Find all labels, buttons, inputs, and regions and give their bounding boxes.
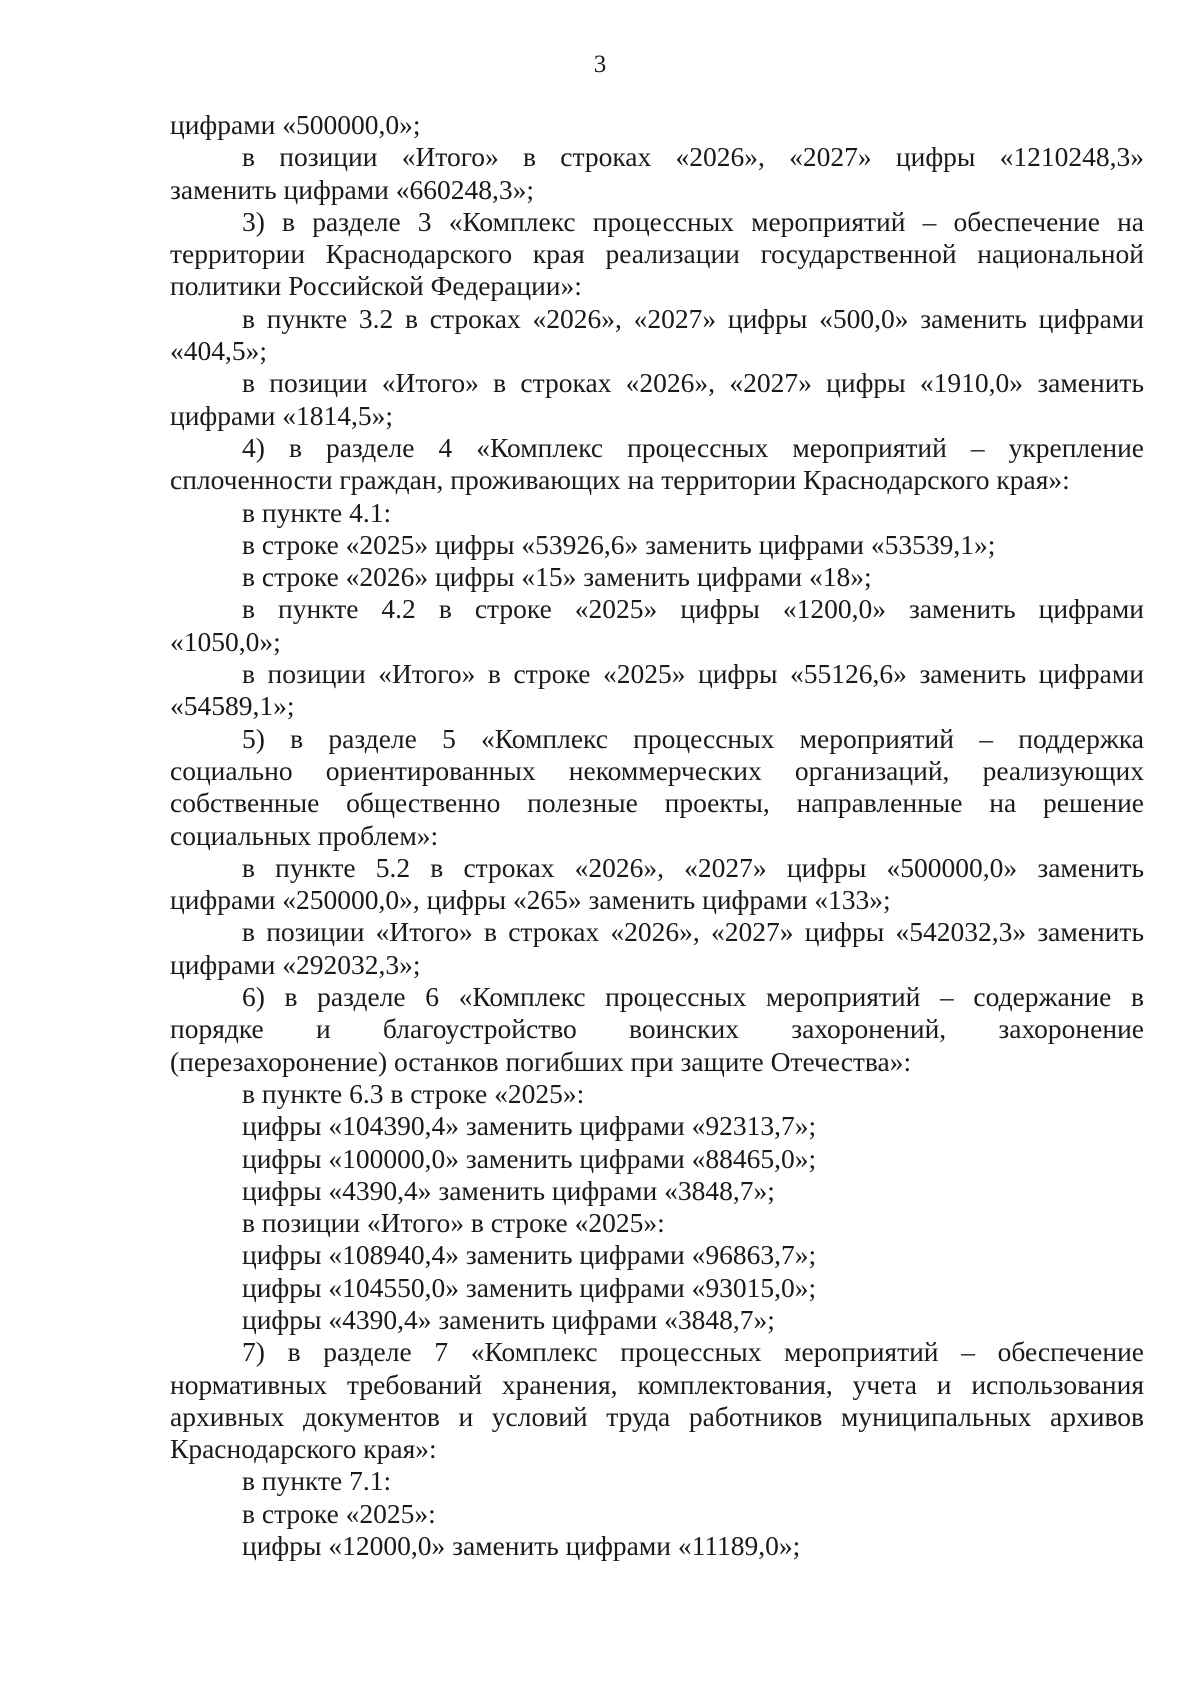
text-line: заменить цифрами «660248,3»;	[170, 173, 535, 205]
text-line: цифры «4390,4» заменить цифрами «3848,7»;	[242, 1174, 775, 1206]
text-line: собственные общественно полезные проекты, направленные на решение	[170, 787, 1144, 819]
text-line: политики Российской Федерации»:	[170, 270, 582, 302]
text-line: в пункте 5.2 в строках «2026», «2027» цифры «500000,0» заменить	[242, 851, 1144, 883]
text-line: в позиции «Итого» в строках «2026», «2027» цифры «542032,3» заменить	[242, 916, 1144, 948]
text-line: в строке «2026» цифры «15» заменить цифрами «18»;	[242, 561, 872, 593]
text-line: 7) в разделе 7 «Комплекс процессных мероприятий – обеспечение	[242, 1336, 1144, 1368]
page-number: 3	[593, 51, 607, 78]
text-line: цифры «108940,4» заменить цифрами «96863,7»;	[242, 1239, 817, 1271]
text-line: в позиции «Итого» в строке «2025»:	[242, 1207, 665, 1239]
text-line: территории Краснодарского края реализации государственной национальной	[170, 238, 1144, 270]
text-line: цифры «100000,0» заменить цифрами «88465,0»;	[242, 1142, 817, 1174]
document-body	[170, 109, 1144, 1562]
text-line: «404,5»;	[170, 335, 268, 367]
text-line: 6) в разделе 6 «Комплекс процессных мероприятий – содержание в	[242, 981, 1144, 1013]
text-line: «54589,1»;	[170, 690, 295, 722]
text-line: архивных документов и условий труда работников муниципальных архивов	[170, 1400, 1144, 1432]
text-line: (перезахоронение) останков погибших при защите Отечества»:	[170, 1045, 912, 1077]
text-line: цифры «12000,0» заменить цифрами «11189,0»;	[242, 1530, 801, 1562]
text-line: 3) в разделе 3 «Комплекс процессных мероприятий – обеспечение на	[242, 205, 1144, 237]
text-line: цифрами «292032,3»;	[170, 948, 421, 980]
text-line: нормативных требований хранения, комплектования, учета и использования	[170, 1368, 1144, 1400]
text-line: в строке «2025» цифры «53926,6» заменить цифрами «53539,1»;	[242, 528, 996, 560]
text-line: цифры «104390,4» заменить цифрами «92313,7»;	[242, 1110, 817, 1142]
text-line: 5) в разделе 5 «Комплекс процессных мероприятий – поддержка	[242, 722, 1144, 754]
text-line: порядке и благоустройство воинских захоронений, захоронение	[170, 1013, 1144, 1045]
text-line: в пункте 7.1:	[242, 1465, 392, 1497]
text-line: в пункте 4.1:	[242, 496, 392, 528]
text-line: социальных проблем»:	[170, 819, 439, 851]
text-line: в пункте 3.2 в строках «2026», «2027» цифры «500,0» заменить цифрами	[242, 302, 1144, 334]
text-line: цифры «4390,4» заменить цифрами «3848,7»;	[242, 1303, 775, 1335]
text-line: социально ориентированных некоммерческих организаций, реализующих	[170, 754, 1144, 786]
text-line: цифрами «250000,0», цифры «265» заменить цифрами «133»;	[170, 884, 891, 916]
text-line: цифры «104550,0» заменить цифрами «93015,0»;	[242, 1271, 817, 1303]
text-line: Краснодарского края»:	[170, 1433, 437, 1465]
text-line: в пункте 6.3 в строке «2025»:	[242, 1077, 585, 1109]
text-line: в пункте 4.2 в строке «2025» цифры «1200,0» заменить цифрами	[242, 593, 1144, 625]
text-line: цифрами «500000,0»;	[170, 109, 421, 140]
text-line: в позиции «Итого» в строках «2026», «2027» цифры «1910,0» заменить	[242, 367, 1144, 399]
text-line: в позиции «Итого» в строках «2026», «2027» цифры «1210248,3»	[242, 141, 1144, 173]
text-line: в позиции «Итого» в строке «2025» цифры «55126,6» заменить цифрами	[242, 658, 1144, 690]
text-line: «1050,0»;	[170, 625, 281, 657]
text-line: 4) в разделе 4 «Комплекс процессных мероприятий – укрепление	[242, 431, 1144, 463]
text-line: в строке «2025»:	[242, 1497, 436, 1529]
text-line: цифрами «1814,5»;	[170, 399, 393, 431]
text-line: сплоченности граждан, проживающих на территории Краснодарского края»:	[170, 464, 1070, 496]
